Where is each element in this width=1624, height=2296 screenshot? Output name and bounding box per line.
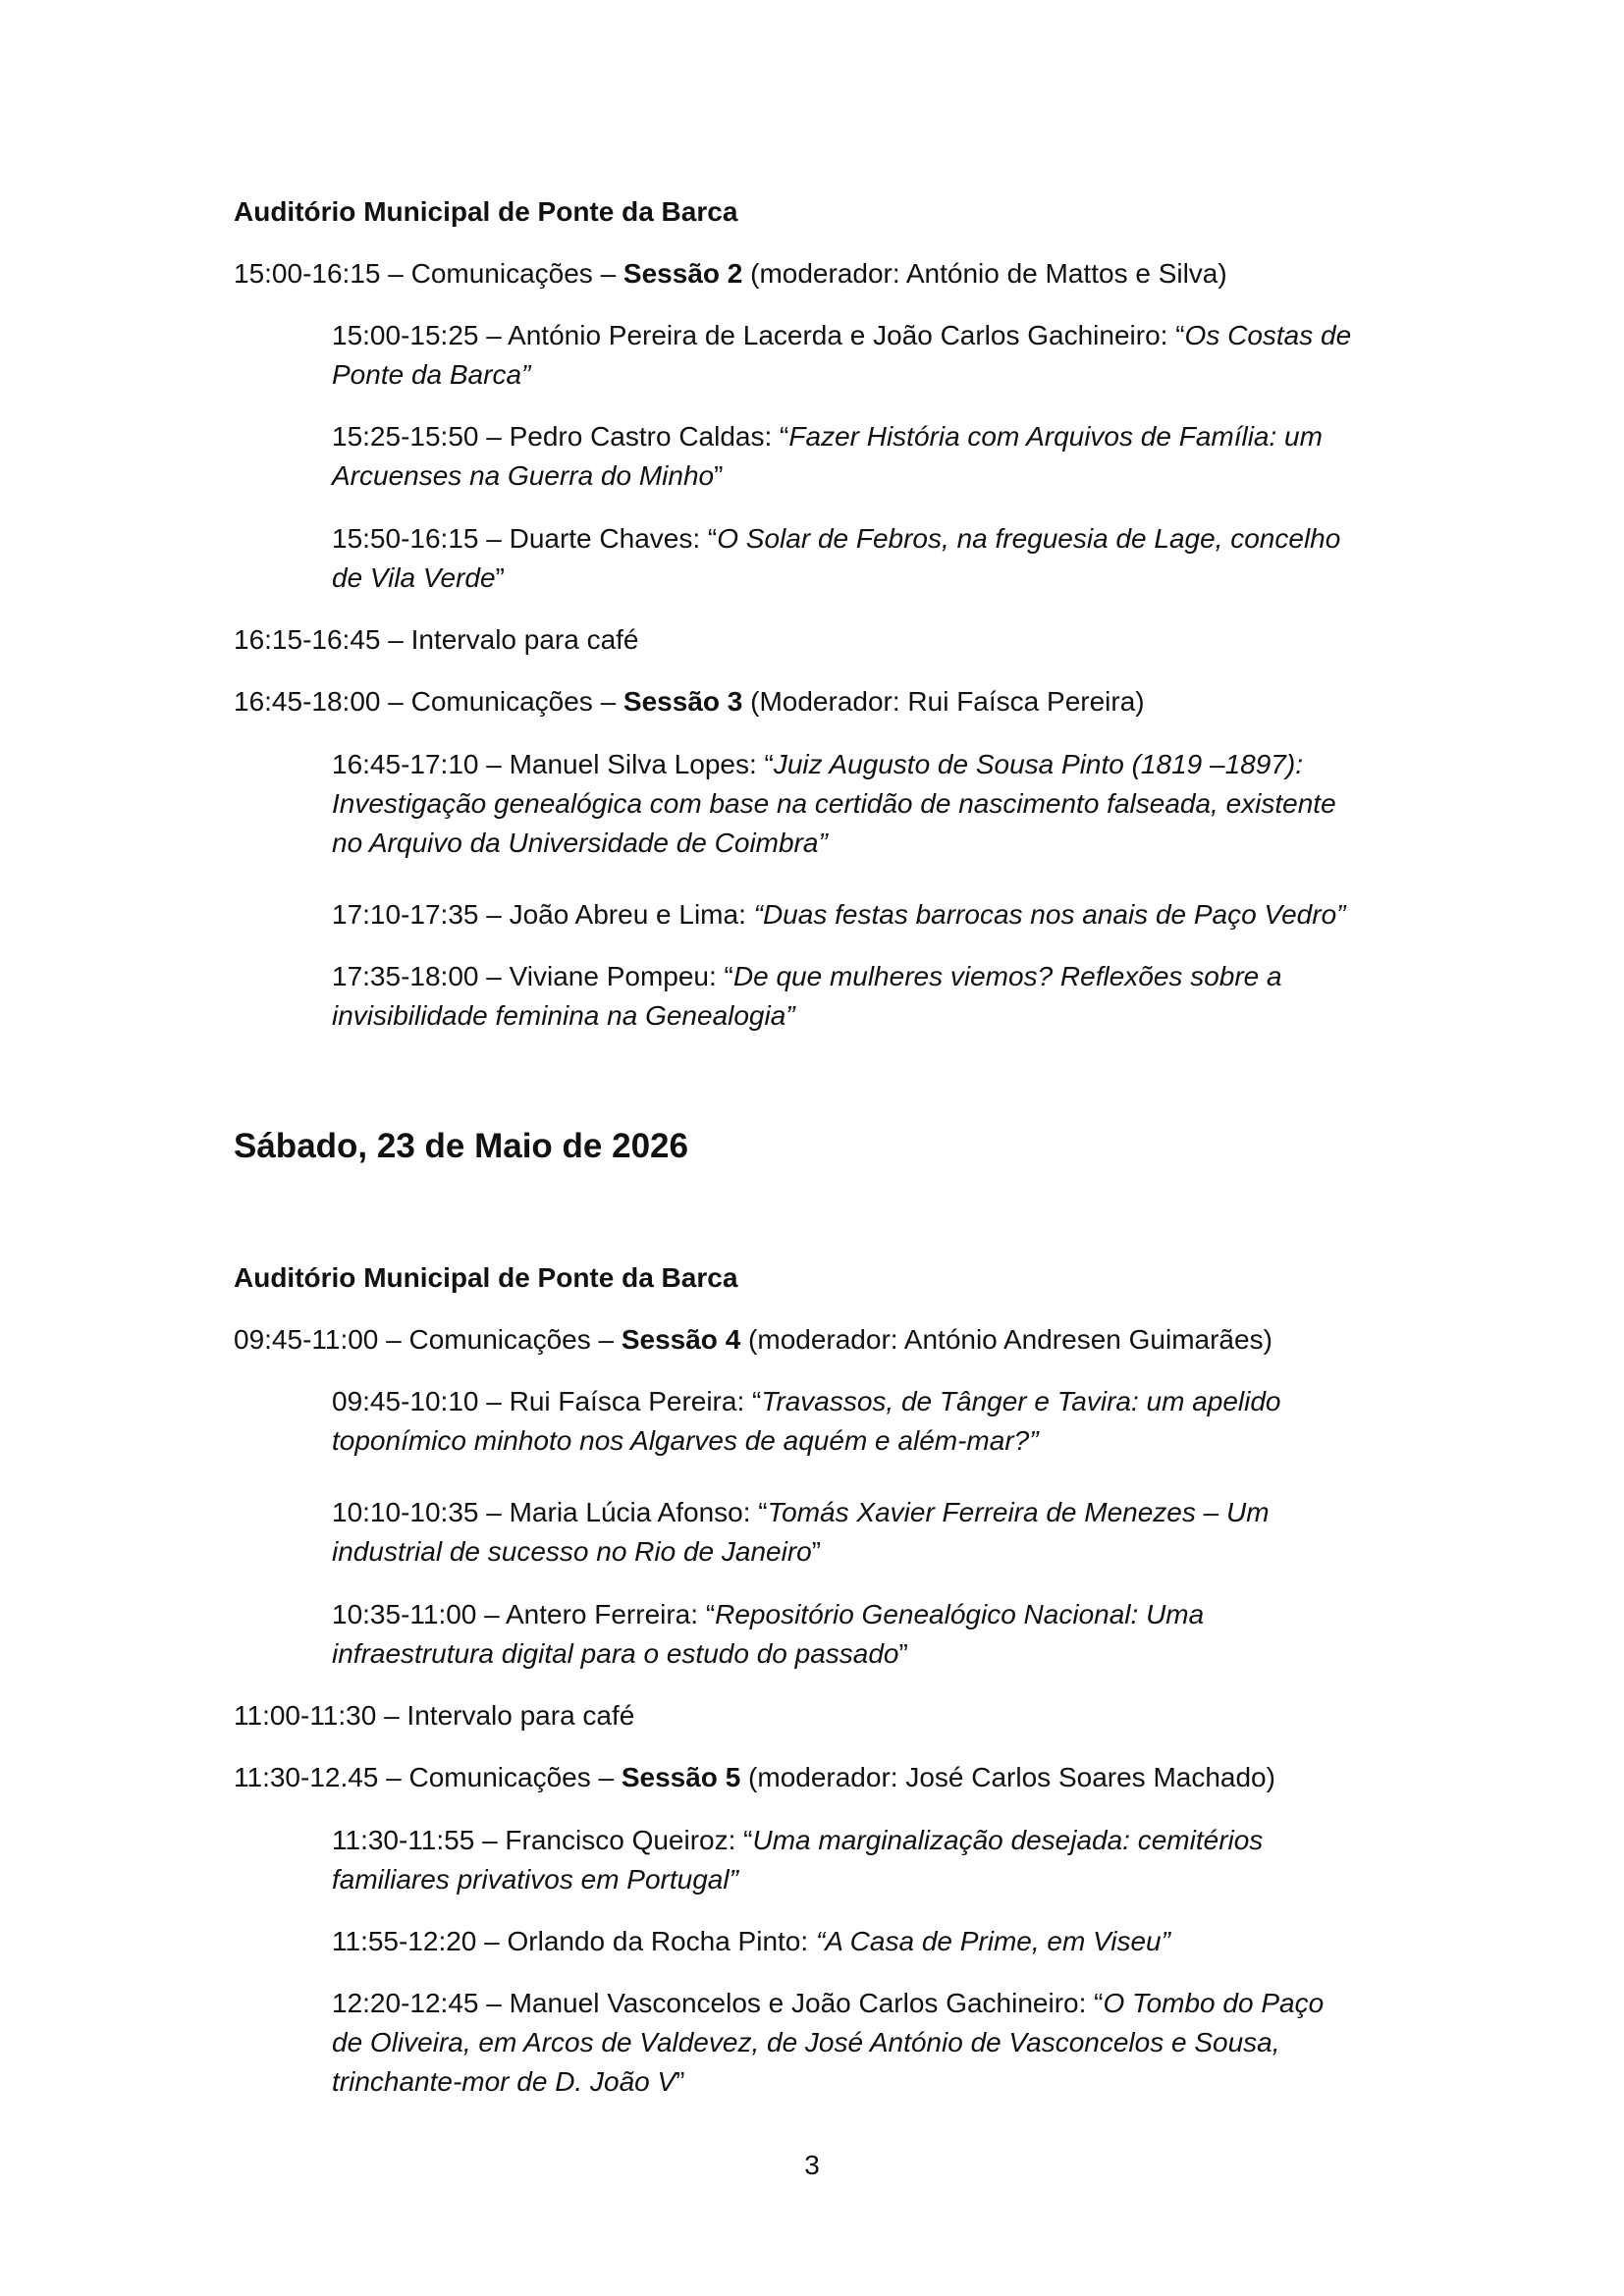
talk-item: 10:10-10:35 – Maria Lúcia Afonso: “Tomás Xavier Ferreira de Menezes – Um [332, 1497, 1270, 1527]
talk-item: 11:55-12:20 – Orlando da Rocha Pinto: “A Casa de Prime, em Viseu” [332, 1926, 1170, 1956]
talk-item-cont: Arcuenses na Guerra do Minho” [332, 460, 724, 491]
talk-item-cont: infraestrutura digital para o estudo do passado” [332, 1638, 908, 1669]
talk-item-cont: toponímico minhoto nos Algarves de aquém e além-mar?” [332, 1425, 1039, 1456]
talk-item-cont: trinchante-mor de D. João V” [332, 2066, 685, 2097]
talk-item: 10:35-11:00 – Antero Ferreira: “Repositório Genealógico Nacional: Uma [332, 1599, 1205, 1629]
coffee-break: 16:15-16:45 – Intervalo para café [234, 624, 639, 655]
talk-item-cont: Investigação genealógica com base na certidão de nascimento falseada, existente [332, 788, 1336, 819]
talk-item: 09:45-10:10 – Rui Faísca Pereira: “Travassos, de Tânger e Tavira: um apelido [332, 1386, 1281, 1416]
session-5-line: 11:30-12.45 – Comunicações – Sessão 5 (moderador: José Carlos Soares Machado) [234, 1762, 1275, 1792]
talk-item: 15:25-15:50 – Pedro Castro Caldas: “Fazer História com Arquivos de Família: um [332, 421, 1323, 452]
session-4-label: Sessão 4 [621, 1324, 741, 1355]
talk-item: 12:20-12:45 – Manuel Vasconcelos e João Carlos Gachineiro: “O Tombo do Paço [332, 1988, 1325, 2018]
session-3-line: 16:45-18:00 – Comunicações – Sessão 3 (Moderador: Rui Faísca Pereira) [234, 686, 1145, 717]
talk-item-cont: industrial de sucesso no Rio de Janeiro” [332, 1536, 822, 1567]
day-heading: Sábado, 23 de Maio de 2026 [234, 1127, 688, 1165]
talk-item-cont: familiares privativos em Portugal” [332, 1864, 738, 1895]
talk-item-cont: no Arquivo da Universidade de Coimbra” [332, 828, 828, 858]
session-5-label: Sessão 5 [621, 1762, 741, 1792]
session-3-label: Sessão 3 [623, 686, 743, 717]
talk-item: 15:50-16:15 – Duarte Chaves: “O Solar de Febros, na freguesia de Lage, concelho [332, 523, 1341, 554]
talk-item: 11:30-11:55 – Francisco Queiroz: “Uma marginalização desejada: cemitérios [332, 1825, 1264, 1855]
talk-item: 15:00-15:25 – António Pereira de Lacerda e João Carlos Gachineiro: “Os Costas de [332, 320, 1352, 350]
talk-item: 16:45-17:10 – Manuel Silva Lopes: “Juiz Augusto de Sousa Pinto (1819 –1897): [332, 749, 1303, 779]
venue-heading: Auditório Municipal de Ponte da Barca [234, 1262, 738, 1293]
session-4-line: 09:45-11:00 – Comunicações – Sessão 4 (moderador: António Andresen Guimarães) [234, 1324, 1272, 1355]
talk-item-cont: de Vila Verde” [332, 562, 505, 593]
talk-item-cont: invisibilidade feminina na Genealogia” [332, 1000, 795, 1031]
session-2-line: 15:00-16:15 – Comunicações – Sessão 2 (moderador: António de Mattos e Silva) [234, 258, 1227, 289]
page-number: 3 [804, 2150, 820, 2180]
venue-heading: Auditório Municipal de Ponte da Barca [234, 196, 738, 227]
talk-item-cont: Ponte da Barca” [332, 359, 531, 390]
talk-item: 17:35-18:00 – Viviane Pompeu: “De que mulheres viemos? Reflexões sobre a [332, 961, 1282, 991]
session-2-label: Sessão 2 [623, 258, 743, 289]
talk-item-cont: de Oliveira, em Arcos de Valdevez, de José António de Vasconcelos e Sousa, [332, 2027, 1280, 2057]
coffee-break: 11:00-11:30 – Intervalo para café [234, 1700, 635, 1731]
talk-item: 17:10-17:35 – João Abreu e Lima: “Duas festas barrocas nos anais de Paço Vedro” [332, 899, 1346, 930]
